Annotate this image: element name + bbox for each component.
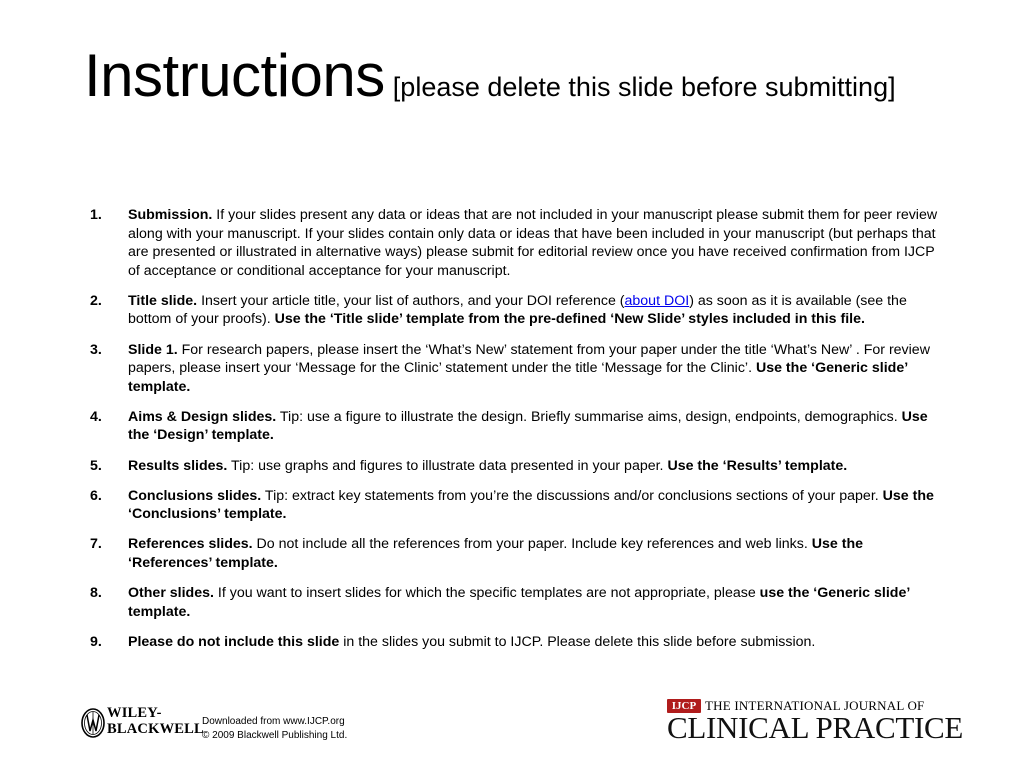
- instruction-item-5: [90, 457, 946, 476]
- item-template-note: Use the ‘Design’ template.: [128, 408, 928, 444]
- item-lead: Results slides.: [128, 457, 228, 474]
- footer-note: [202, 715, 347, 742]
- item-number: 2.: [90, 292, 102, 309]
- instructions-list: [90, 206, 946, 663]
- instruction-item-9: [90, 633, 946, 652]
- wiley-line-1: WILEY-: [107, 705, 162, 721]
- wiley-line-2: BLACKWELL: [107, 721, 204, 737]
- instruction-item-4: [90, 408, 946, 445]
- item-lead: Title slide.: [128, 292, 198, 309]
- item-text: ) as soon as it is available (see the bottom of your proofs).: [128, 292, 907, 328]
- item-lead: Submission.: [128, 207, 213, 223]
- item-number: 7.: [90, 536, 102, 553]
- item-text: Tip: use a figure to illustrate the design. Briefly summarise aims, design, endpoints, demographics.: [276, 408, 902, 425]
- instruction-item-7: [90, 535, 946, 572]
- instruction-item-1: [90, 206, 946, 280]
- item-text: in the slides you submit to IJCP. Please delete this slide before submission.: [339, 633, 816, 650]
- item-text: If your slides present any data or ideas that are not included in your manuscript please submit them for peer review along with your manuscript. If your slides contain only data or ideas that have been included in your manuscript (but perhaps that are presented or illustrated in alternative ways) please submit for editorial review once you have received confirmation from IJCP of acceptance or conditional acceptance for your manuscript.: [128, 207, 938, 279]
- item-template-note: Use the ‘Title slide’ template from the pre-defined ‘New Slide’ styles included in this file.: [274, 311, 865, 328]
- item-number: 8.: [90, 585, 102, 601]
- item-lead: Please do not include this slide: [128, 633, 340, 650]
- wiley-wordmark: [107, 705, 204, 737]
- instruction-item-8: [90, 584, 946, 621]
- item-lead: Other slides.: [128, 585, 214, 601]
- item-text: Tip: extract key statements from you’re the discussions and/or conclusions sections of your paper.: [261, 487, 883, 504]
- wiley-emblem-icon: [80, 706, 106, 740]
- item-number: 9.: [90, 633, 102, 650]
- item-number: 1.: [90, 207, 102, 223]
- item-lead: References slides.: [128, 536, 253, 553]
- item-lead: Aims & Design slides.: [128, 408, 277, 425]
- item-template-note: Use the ‘Conclusions’ template.: [128, 487, 934, 523]
- journal-title-bottom: CLINICAL PRACTICE: [667, 710, 963, 745]
- item-number: 5.: [90, 457, 102, 474]
- item-template-note: Use the ‘Generic slide’ template.: [128, 360, 908, 395]
- item-text: Insert your article title, your list of authors, and your DOI reference (: [197, 292, 625, 309]
- item-lead: Slide 1.: [128, 341, 178, 358]
- title-subtitle: [please delete this slide before submitting]: [392, 72, 896, 102]
- about-doi-link[interactable]: about DOI: [624, 292, 690, 309]
- item-text: For research papers, please insert the ‘What’s New’ statement from your paper under the title ‘What’s New’ . For review papers, please insert your ‘Message for the Clinic’ statement under the title ‘Message for the Clinic’.: [128, 341, 930, 377]
- item-number: 4.: [90, 408, 102, 425]
- item-template-note: Use the ‘References’ template.: [128, 536, 863, 571]
- item-text: Tip: use graphs and figures to illustrate data presented in your paper.: [227, 457, 668, 474]
- wiley-blackwell-logo: [80, 703, 204, 743]
- title-main: Instructions: [84, 42, 385, 109]
- item-lead: Conclusions slides.: [128, 487, 262, 504]
- instruction-item-6: [90, 487, 946, 524]
- instruction-item-3: [90, 341, 946, 397]
- item-text: Do not include all the references from your paper. Include key references and web links.: [252, 536, 812, 553]
- item-template-note: Use the ‘Results’ template.: [667, 457, 848, 474]
- journal-title-top: THE INTERNATIONAL JOURNAL OF: [705, 698, 925, 713]
- ijcp-journal-logo: [665, 698, 963, 745]
- item-text: If you want to insert slides for which the specific templates are not appropriate, please: [213, 585, 760, 601]
- slide-title: [84, 38, 896, 114]
- item-template-note: use the ‘Generic slide’ template.: [128, 585, 910, 620]
- instruction-item-2: [90, 292, 946, 329]
- downloaded-from: Downloaded from www.IJCP.org: [202, 716, 345, 727]
- copyright: © 2009 Blackwell Publishing Ltd.: [202, 729, 348, 741]
- ijcp-badge: IJCP: [667, 699, 701, 713]
- item-number: 3.: [90, 341, 102, 358]
- item-number: 6.: [90, 487, 102, 504]
